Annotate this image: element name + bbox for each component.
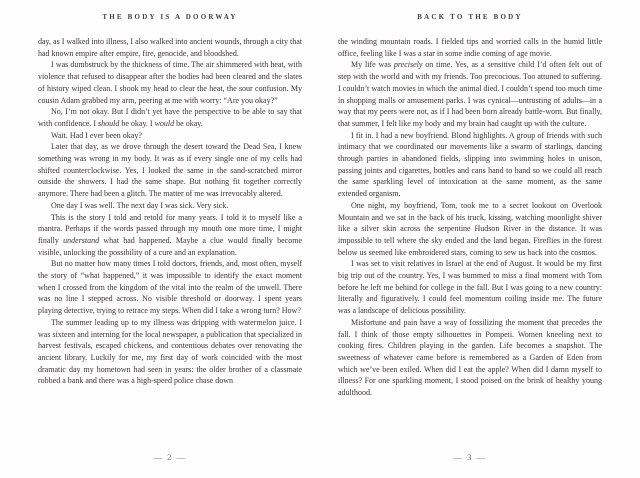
page-left	[38, 0, 302, 478]
paragraph: One day I was well. The next day I was sick. Very sick.	[51, 200, 229, 210]
paragraph: My life was precisely on time. Yes, as a sensitive child I’d often felt out of step with the world and with my friends. Too precocious. Too attuned to suffering. I couldn’t watch movies in which the animal died. I couldn’t spend too much time in shopping malls or amusement parks. I was cynical—untrusting of adults—in a way that my peers were not, as if I had been born already battle-worn. But finally, that summer, I felt like my body and my brain had caught up with the culture.	[338, 60, 602, 128]
running-head-right: BACK TO THE BODY	[417, 13, 523, 21]
paragraph: Later that day, as we drove through the desert toward the Dead Sea, I knew something was wrong in my body. It was as if every single one of my cells had shifted counterclockwise. Yes, I looked the same in the sand-scratched mirror outside the showers. I had the same shape. But nothing fit together correctly anymore. There had been a glitch. The matter of me was irrevocably altered.	[38, 142, 302, 199]
page-number-left: — 2 —	[153, 452, 187, 462]
paragraph: But no matter how many times I told doctors, friends, and, most often, myself the story of “what happened,” it was impossible to identify the exact moment when I crossed from the kingdom of the vital into the realm of the unwell. There was no line I stepped across. No visible threshold or doorway. I spent years playing detective, trying to retrace my steps. When did I take a wrong turn? How?	[38, 259, 302, 316]
paragraph: The summer leading up to my illness was dripping with watermelon juice. I was sixteen and interning for the local newspaper, a publication that specialized in harvest festivals, escaped chickens, and contentious debates over renovating the ancient library. Luckily for me, my first day of work coincided with the most dramatic day my hometown had seen in years: the older brother of a classmate robbed a bank and there was a high-speed police chase down	[38, 317, 302, 386]
paragraph: Wait. Had I ever been okay?	[51, 130, 142, 140]
page-number-right: — 3 —	[453, 452, 487, 462]
running-head-left: THE BODY IS A DOORWAY	[102, 13, 238, 21]
page-body-left	[38, 36, 302, 430]
page-body-right	[338, 36, 602, 430]
paragraph: This is the story I told and retold for many years. I told it to myself like a mantra. Perhaps if the words passed through my mouth one more time, I might finally understand what had happened. Maybe a clue would finally become visible, unlocking the possibility of a cure and an explanation.	[38, 212, 302, 257]
paragraph: Misfortune and pain have a way of fossilizing the moment that precedes the fall. I think of those empty silhouettes in Pompeii. Women kneeling next to cooking fires. Children playing in the garden. Life becomes a snapshot. The sweetness of whatever came before is remembered as a Garden of Eden from which we’ve been exiled. When did I eat the apple? When did I damn myself to illness? For one sparkling moment, I stood poised on the brink of healthy young adulthood.	[338, 317, 602, 398]
paragraph: I fit in. I had a new boyfriend. Blond highlights. A group of friends with such intimacy that we coordinated our movements like a swarm of starlings, dancing through parties in abandoned fields, slipping into swimming holes in unison, passing joints and cigarettes, bottles and cans hand to hand so we could all reach the same sparkling level of intoxication at the same moment, as the same extended organism.	[338, 130, 602, 199]
paragraph: One night, my boyfriend, Tom, took me to a secret lookout on Overlook Mountain and we sat in the back of his truck, kissing, watching moonlight shiver like a silver skin across the serpentine Hudson River in the distance. It was impossible to tell where the sky ended and the land began. Fireflies in the forest below us seemed like embroidered stars, coming to sew us back into the cosmos.	[338, 200, 602, 257]
paragraph: I was dumbstruck by the thickness of time. The air shimmered with heat, with violence that refused to disappear after the bodies had been cleared and the slates of history wiped clean. I shook my head to clear the heat, the sour confusion. My cousin Adam grabbed my arm, peering at me with worry: “Are you okay?”	[38, 60, 302, 105]
paragraph: the winding mountain roads. I fielded tips and worried calls in the humid little office, feeling like I was a star in some indie coming of age movie.	[338, 37, 602, 58]
paragraph: day, as I walked into illness, I also walked into ancient wounds, through a city that had known empire after empire, fire, genocide, and bloodshed.	[38, 37, 302, 58]
paragraph: No, I’m not okay. But I didn’t yet have the perspective to be able to say that with confidence. I should be okay. I would be okay.	[38, 107, 302, 128]
page-right	[338, 0, 602, 478]
paragraph: I was set to visit relatives in Israel at the end of August. It would be my first big trip out of the country. Yes, I was bummed to miss a final moment with Tom before he left me behind for college in the fall. But I was going to a new country: literally and figuratively. I could feel momentum coiling inside me. The future was a landscape of delicious possibility.	[338, 259, 602, 316]
